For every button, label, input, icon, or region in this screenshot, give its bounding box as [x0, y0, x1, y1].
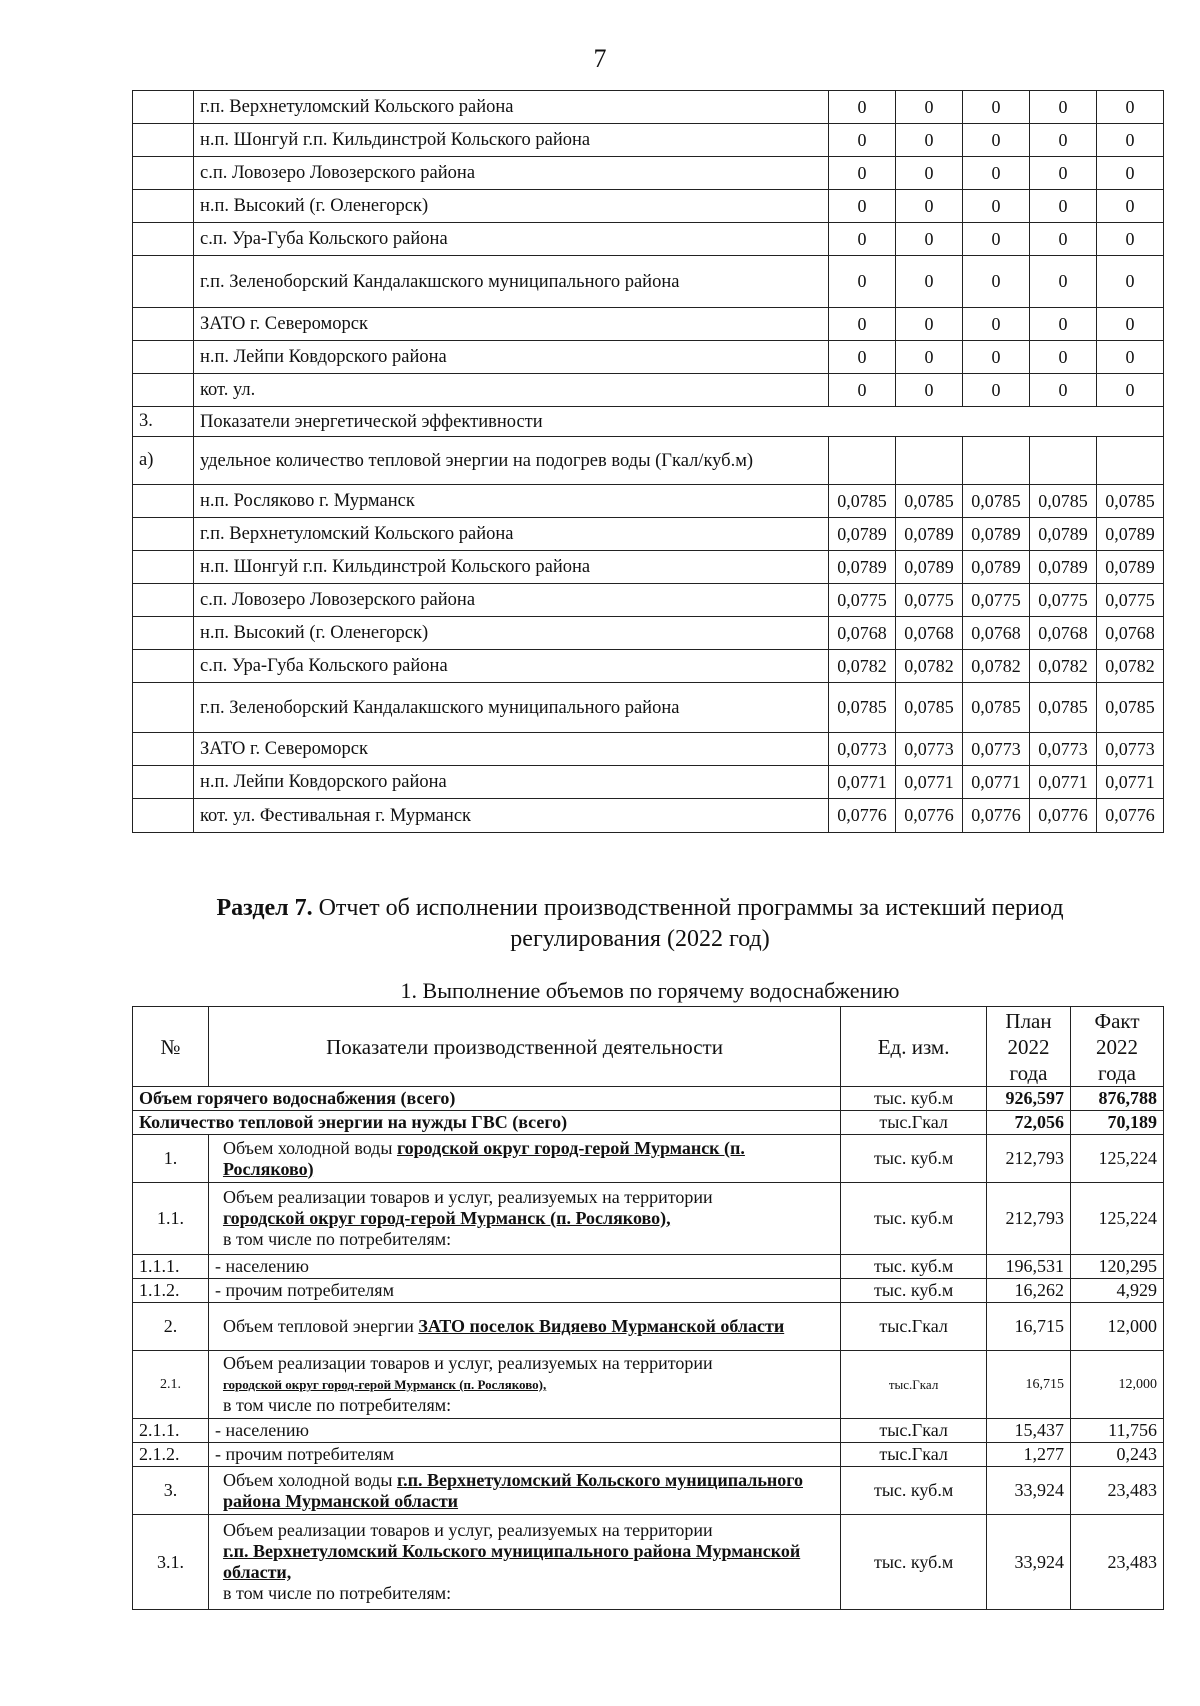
row-number: 2.	[133, 1303, 209, 1351]
value-cell: 0,0785	[1097, 683, 1164, 733]
value-cell: 0	[963, 124, 1030, 157]
table-row	[133, 1303, 1164, 1351]
value-cell: 0,0785	[963, 485, 1030, 518]
value-cell: 0,0775	[829, 584, 896, 617]
value-cell: 0	[963, 91, 1030, 124]
value-cell: 0,0768	[829, 617, 896, 650]
value-cell: 0,0785	[829, 485, 896, 518]
value-cell: 0,0789	[1030, 551, 1097, 584]
fact-cell: 120,295	[1071, 1255, 1164, 1279]
value-cell: 0	[896, 256, 963, 308]
fact-cell: 12,000	[1071, 1303, 1164, 1351]
table-row	[133, 374, 1164, 407]
value-cell: 0	[1097, 256, 1164, 308]
value-cell: 0	[829, 124, 896, 157]
table-row	[133, 1135, 1164, 1183]
table-row	[133, 124, 1164, 157]
value-cell: 0,0785	[896, 683, 963, 733]
col-header-no: №	[133, 1007, 209, 1087]
row-name: н.п. Лейпи Ковдорского района	[194, 341, 829, 374]
value-cell: 0,0789	[963, 518, 1030, 551]
col-header-fact: Факт 2022 года	[1071, 1007, 1164, 1087]
table-row	[133, 223, 1164, 256]
value-cell: 0	[1097, 91, 1164, 124]
plan-cell: 212,793	[987, 1135, 1071, 1183]
fact-cell: 70,189	[1071, 1111, 1164, 1135]
plan-cell: 72,056	[987, 1111, 1071, 1135]
value-cell: 0	[896, 124, 963, 157]
value-cell: 0,0775	[963, 584, 1030, 617]
value-cell: 0,0789	[829, 518, 896, 551]
fact-cell: 11,756	[1071, 1419, 1164, 1443]
fact-cell: 876,788	[1071, 1087, 1164, 1111]
row-name: н.п. Шонгуй г.п. Кильдинстрой Кольского района	[194, 124, 829, 157]
total-row	[133, 1111, 1164, 1135]
section-index: 3.	[133, 407, 194, 437]
value-cell: 0	[1097, 374, 1164, 407]
value-cell: 0	[1097, 124, 1164, 157]
value-cell: 0	[1097, 223, 1164, 256]
table-row	[133, 308, 1164, 341]
value-cell: 0,0785	[1030, 485, 1097, 518]
value-cell: 0,0782	[963, 650, 1030, 683]
unit-cell: тыс.Гкал	[841, 1111, 987, 1135]
unit-cell: тыс. куб.м	[841, 1183, 987, 1255]
value-cell: 0	[1030, 91, 1097, 124]
row-name: Объем холодной воды городской округ город-герой Мурманск (п. Росляково)	[208, 1135, 840, 1183]
row-name: Количество тепловой энергии на нужды ГВС (всего)	[133, 1111, 841, 1135]
unit-cell: тыс. куб.м	[841, 1255, 987, 1279]
row-name: кот. ул.	[194, 374, 829, 407]
section-row	[133, 407, 1164, 437]
value-cell: 0,0776	[1030, 799, 1097, 833]
value-cell: 0,0775	[1097, 584, 1164, 617]
table-row	[133, 518, 1164, 551]
row-name: Объем горячего водоснабжения (всего)	[133, 1087, 841, 1111]
value-cell: 0,0776	[896, 799, 963, 833]
value-cell: 0,0773	[1097, 733, 1164, 766]
value-cell: 0,0775	[1030, 584, 1097, 617]
value-cell: 0,0773	[829, 733, 896, 766]
row-name: Объем реализации товаров и услуг, реализуемых на территории городской округ город-герой Мурманск (п. Росляково), в том числе по потребителям:	[208, 1351, 840, 1419]
table-row	[133, 733, 1164, 766]
fact-cell: 12,000	[1071, 1351, 1164, 1419]
row-number: 1.1.2.	[133, 1279, 209, 1303]
table-row	[133, 617, 1164, 650]
page-number: 7	[593, 44, 607, 73]
section-title	[0, 893, 1200, 923]
value-cell: 0,0771	[829, 766, 896, 799]
value-cell: 0	[829, 223, 896, 256]
table-row	[133, 1183, 1164, 1255]
plan-cell: 16,262	[987, 1279, 1071, 1303]
row-name: г.п. Зеленоборский Кандалакшского муниципального района	[194, 256, 829, 308]
row-name: Объем холодной воды г.п. Верхнетуломский Кольского муниципального района Мурманской области	[208, 1467, 840, 1515]
unit-cell: тыс.Гкал	[841, 1303, 987, 1351]
value-cell: 0	[1097, 157, 1164, 190]
value-cell: 0,0782	[1030, 650, 1097, 683]
value-cell: 0	[896, 308, 963, 341]
plan-cell: 212,793	[987, 1183, 1071, 1255]
value-cell: 0	[963, 190, 1030, 223]
plan-cell: 926,597	[987, 1087, 1071, 1111]
row-name: Объем тепловой энергии ЗАТО поселок Видяево Мурманской области	[208, 1303, 840, 1351]
row-name: н.п. Высокий (г. Оленегорск)	[194, 617, 829, 650]
hot-water-supply-table	[132, 1006, 1164, 1610]
unit-cell: тыс. куб.м	[841, 1515, 987, 1610]
row-name: - населению	[208, 1255, 840, 1279]
table-row	[133, 1419, 1164, 1443]
table-row	[133, 256, 1164, 308]
table-row	[133, 190, 1164, 223]
value-cell: 0,0789	[896, 518, 963, 551]
value-cell: 0,0782	[1097, 650, 1164, 683]
table-row	[133, 157, 1164, 190]
value-cell: 0	[829, 341, 896, 374]
value-cell: 0	[1030, 223, 1097, 256]
value-cell: 0	[1030, 190, 1097, 223]
value-cell: 0,0785	[829, 683, 896, 733]
value-cell: 0,0789	[1097, 518, 1164, 551]
table-row	[133, 799, 1164, 833]
table-row	[133, 1255, 1164, 1279]
value-cell: 0,0789	[1097, 551, 1164, 584]
value-cell: 0	[963, 308, 1030, 341]
value-cell: 0,0782	[829, 650, 896, 683]
value-cell: 0	[829, 190, 896, 223]
plan-cell: 33,924	[987, 1467, 1071, 1515]
plan-cell: 16,715	[987, 1303, 1071, 1351]
value-cell: 0,0785	[1097, 485, 1164, 518]
value-cell: 0	[896, 91, 963, 124]
table-row	[133, 650, 1164, 683]
value-cell: 0	[896, 223, 963, 256]
table-row	[133, 683, 1164, 733]
unit-cell: тыс.Гкал	[841, 1419, 987, 1443]
value-cell: 0	[829, 374, 896, 407]
row-name: Объем реализации товаров и услуг, реализуемых на территории городской округ город-герой Мурманск (п. Росляково), в том числе по потребителям:	[208, 1183, 840, 1255]
fact-cell: 23,483	[1071, 1467, 1164, 1515]
value-cell: 0,0771	[963, 766, 1030, 799]
fact-cell: 125,224	[1071, 1183, 1164, 1255]
value-cell: 0,0771	[1030, 766, 1097, 799]
row-name: с.п. Ура-Губа Кольского района	[194, 223, 829, 256]
row-name: г.п. Верхнетуломский Кольского района	[194, 518, 829, 551]
section-title-text: Отчет об исполнении производственной программы за истекший период	[318, 895, 1064, 921]
value-cell: 0,0768	[1097, 617, 1164, 650]
value-cell: 0	[896, 157, 963, 190]
table-row	[133, 91, 1164, 124]
value-cell: 0,0776	[1097, 799, 1164, 833]
value-cell: 0,0775	[896, 584, 963, 617]
fact-cell: 125,224	[1071, 1135, 1164, 1183]
value-cell: 0,0768	[896, 617, 963, 650]
value-cell: 0,0776	[963, 799, 1030, 833]
value-cell: 0	[963, 374, 1030, 407]
table-row	[133, 485, 1164, 518]
row-number: 3.1.	[133, 1515, 209, 1610]
row-number: 2.1.	[133, 1351, 209, 1419]
value-cell: 0,0785	[1030, 683, 1097, 733]
row-number: 3.	[133, 1467, 209, 1515]
value-cell: 0	[1030, 341, 1097, 374]
fact-cell: 23,483	[1071, 1515, 1164, 1610]
unit-cell: тыс. куб.м	[841, 1087, 987, 1111]
table-row	[133, 1279, 1164, 1303]
fact-cell: 0,243	[1071, 1443, 1164, 1467]
plan-cell: 33,924	[987, 1515, 1071, 1610]
row-number: 1.1.1.	[133, 1255, 209, 1279]
plan-cell: 1,277	[987, 1443, 1071, 1467]
row-name: - прочим потребителям	[208, 1443, 840, 1467]
row-number: 2.1.1.	[133, 1419, 209, 1443]
subsection-title: 1. Выполнение объемов по горячему водоснабжению	[400, 978, 900, 1003]
value-cell: 0	[963, 256, 1030, 308]
table-row	[133, 1443, 1164, 1467]
value-cell: 0,0768	[963, 617, 1030, 650]
section-title-line2: регулирования (2022 год)	[510, 926, 770, 952]
total-row	[133, 1087, 1164, 1111]
row-name: н.п. Высокий (г. Оленегорск)	[194, 190, 829, 223]
value-cell: 0,0789	[963, 551, 1030, 584]
table-row	[133, 1467, 1164, 1515]
value-cell: 0	[1030, 157, 1097, 190]
value-cell: 0,0789	[829, 551, 896, 584]
subsection-row	[133, 437, 1164, 485]
plan-cell: 16,715	[987, 1351, 1071, 1419]
table-row	[133, 766, 1164, 799]
row-name: кот. ул. Фестивальная г. Мурманск	[194, 799, 829, 833]
value-cell: 0	[896, 374, 963, 407]
row-name: ЗАТО г. Североморск	[194, 733, 829, 766]
subsection-title: удельное количество тепловой энергии на подогрев воды (Гкал/куб.м)	[194, 437, 829, 485]
value-cell: 0	[1097, 190, 1164, 223]
value-cell: 0	[829, 157, 896, 190]
row-number: 2.1.2.	[133, 1443, 209, 1467]
unit-cell: тыс. куб.м	[841, 1135, 987, 1183]
value-cell: 0	[1030, 308, 1097, 341]
value-cell: 0,0789	[1030, 518, 1097, 551]
value-cell: 0	[829, 256, 896, 308]
col-header-unit: Ед. изм.	[841, 1007, 987, 1087]
table-row	[133, 1351, 1164, 1419]
row-name: н.п. Шонгуй г.п. Кильдинстрой Кольского района	[194, 551, 829, 584]
value-cell: 0,0773	[963, 733, 1030, 766]
value-cell: 0,0773	[1030, 733, 1097, 766]
value-cell: 0	[1030, 124, 1097, 157]
value-cell: 0,0789	[896, 551, 963, 584]
row-name: ЗАТО г. Североморск	[194, 308, 829, 341]
section-title: Показатели энергетической эффективности	[194, 407, 1164, 437]
unit-cell: тыс. куб.м	[841, 1467, 987, 1515]
table-row	[133, 551, 1164, 584]
row-name: с.п. Ловозеро Ловозерского района	[194, 157, 829, 190]
unit-cell: тыс.Гкал	[841, 1443, 987, 1467]
plan-cell: 196,531	[987, 1255, 1071, 1279]
value-cell: 0	[829, 308, 896, 341]
value-cell: 0	[963, 223, 1030, 256]
value-cell: 0	[963, 157, 1030, 190]
row-name: н.п. Росляково г. Мурманск	[194, 485, 829, 518]
value-cell: 0	[1030, 374, 1097, 407]
value-cell: 0	[896, 190, 963, 223]
value-cell: 0,0782	[896, 650, 963, 683]
value-cell: 0,0785	[896, 485, 963, 518]
unit-cell: тыс. куб.м	[841, 1279, 987, 1303]
value-cell: 0,0776	[829, 799, 896, 833]
table-row	[133, 584, 1164, 617]
value-cell: 0	[829, 91, 896, 124]
section-label: Раздел 7.	[216, 895, 313, 921]
row-name: Объем реализации товаров и услуг, реализуемых на территории г.п. Верхнетуломский Кольского муниципального района Мурманской области, в том числе по потребителям:	[208, 1515, 840, 1610]
table-row	[133, 1515, 1164, 1610]
table-row	[133, 341, 1164, 374]
value-cell: 0	[963, 341, 1030, 374]
row-name: с.п. Ловозеро Ловозерского района	[194, 584, 829, 617]
row-name: г.п. Зеленоборский Кандалакшского муниципального района	[194, 683, 829, 733]
row-name: - прочим потребителям	[208, 1279, 840, 1303]
row-name: с.п. Ура-Губа Кольского района	[194, 650, 829, 683]
row-number: 1.1.	[133, 1183, 209, 1255]
value-cell: 0,0768	[1030, 617, 1097, 650]
value-cell: 0,0771	[1097, 766, 1164, 799]
value-cell: 0,0785	[963, 683, 1030, 733]
performance-indicators-table	[132, 90, 1164, 833]
unit-cell: тыс.Гкал	[841, 1351, 987, 1419]
value-cell: 0	[1097, 308, 1164, 341]
row-name: г.п. Верхнетуломский Кольского района	[194, 91, 829, 124]
value-cell: 0	[1097, 341, 1164, 374]
value-cell: 0,0773	[896, 733, 963, 766]
col-header-indicator: Показатели производственной деятельности	[208, 1007, 840, 1087]
row-name: - населению	[208, 1419, 840, 1443]
row-number: 1.	[133, 1135, 209, 1183]
value-cell: 0	[896, 341, 963, 374]
subsection-index: а)	[133, 437, 194, 485]
value-cell: 0,0771	[896, 766, 963, 799]
plan-cell: 15,437	[987, 1419, 1071, 1443]
table-header-row	[133, 1007, 1164, 1087]
row-name: н.п. Лейпи Ковдорского района	[194, 766, 829, 799]
col-header-plan: План 2022 года	[987, 1007, 1071, 1087]
fact-cell: 4,929	[1071, 1279, 1164, 1303]
value-cell: 0	[1030, 256, 1097, 308]
